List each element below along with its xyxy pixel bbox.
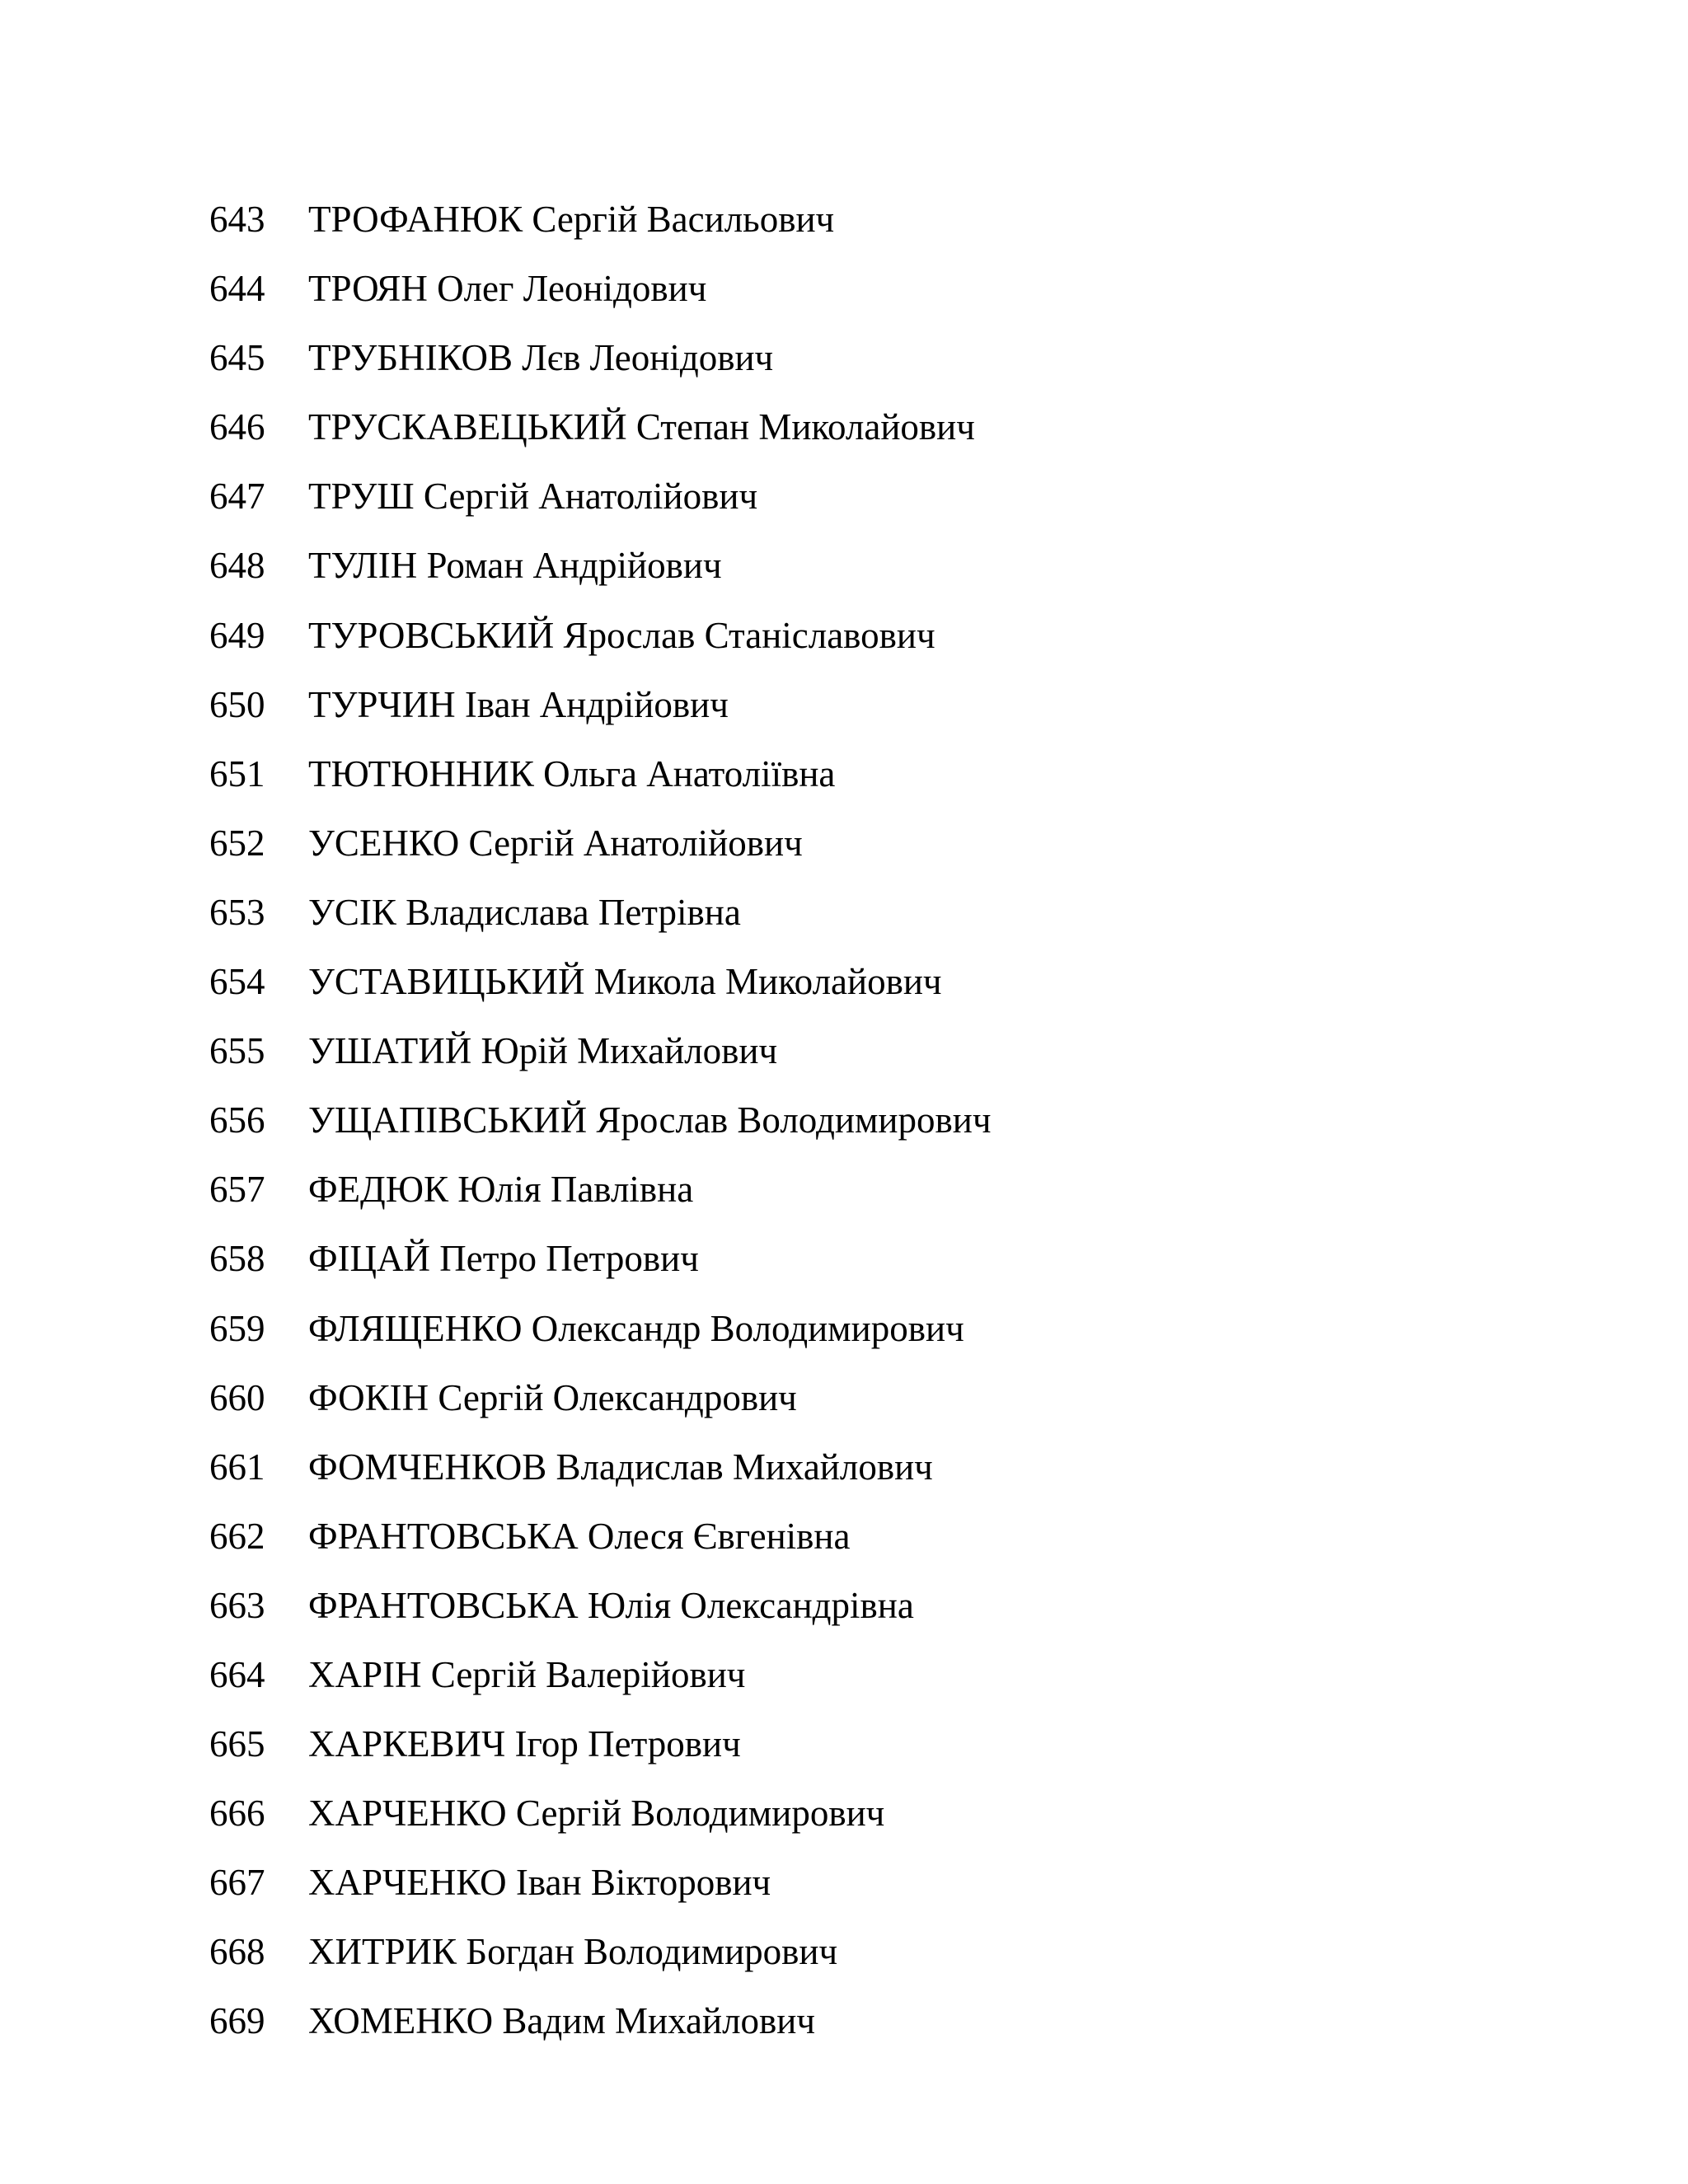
- entry-name: ФЕДЮК Юлія Павлівна: [308, 1169, 694, 1211]
- list-item: [209, 1371, 991, 1441]
- entry-number: 663: [209, 1584, 265, 1626]
- list-item: [209, 331, 991, 401]
- entry-name: ХАРЧЕНКО Іван Вікторович: [308, 1862, 771, 1904]
- entry-number: 644: [209, 268, 265, 310]
- entry-name: ФІЦАЙ Петро Петрович: [308, 1238, 699, 1280]
- list-item: [209, 955, 991, 1024]
- entry-name: ТУЛІН Роман Андрійович: [308, 545, 722, 587]
- entry-number: 658: [209, 1238, 265, 1280]
- list-item: [209, 1024, 991, 1094]
- name-list: [209, 193, 991, 2064]
- entry-number: 661: [209, 1446, 265, 1488]
- entry-name: ХИТРИК Богдан Володимирович: [308, 1931, 838, 1973]
- list-item: [209, 262, 991, 331]
- list-item: [209, 1232, 991, 1301]
- list-item: [209, 401, 991, 470]
- entry-name: ХАРЧЕНКО Сергій Володимирович: [308, 1793, 885, 1835]
- list-item: [209, 678, 991, 748]
- entry-number: 651: [209, 752, 265, 794]
- entry-number: 649: [209, 614, 265, 656]
- list-item: [209, 193, 991, 262]
- list-item: [209, 539, 991, 608]
- list-item: [209, 1925, 991, 1994]
- entry-name: ФРАНТОВСЬКА Олеся Євгенівна: [308, 1515, 851, 1557]
- list-item: [209, 817, 991, 886]
- entry-name: ФОМЧЕНКОВ Владислав Михайлович: [308, 1446, 933, 1488]
- entry-name: ТРОФАНЮК Сергій Васильович: [308, 199, 835, 240]
- entry-name: ТРУСКАВЕЦЬКИЙ Степан Миколайович: [308, 406, 975, 448]
- list-item: [209, 1994, 991, 2064]
- list-item: [209, 470, 991, 539]
- entry-number: 653: [209, 891, 265, 933]
- list-item: [209, 1510, 991, 1579]
- entry-name: ХАРІН Сергій Валерійович: [308, 1653, 746, 1695]
- entry-number: 669: [209, 2000, 265, 2042]
- entry-number: 652: [209, 822, 265, 864]
- list-item: [209, 748, 991, 817]
- entry-name: ХОМЕНКО Вадим Михайлович: [308, 2000, 816, 2042]
- entry-number: 654: [209, 961, 265, 1003]
- entry-number: 666: [209, 1793, 265, 1835]
- entry-number: 664: [209, 1653, 265, 1695]
- list-item: [209, 1856, 991, 1925]
- entry-name: ТРУШ Сергій Анатолійович: [308, 476, 758, 518]
- entry-number: 650: [209, 683, 265, 725]
- entry-number: 660: [209, 1376, 265, 1418]
- entry-name: ТРУБНІКОВ Лєв Леонідович: [308, 337, 774, 379]
- entry-number: 659: [209, 1307, 265, 1349]
- entry-name: ХАРКЕВИЧ Ігор Петрович: [308, 1723, 741, 1765]
- entry-number: 655: [209, 1030, 265, 1072]
- entry-name: ФОКІН Сергій Олександрович: [308, 1376, 797, 1418]
- list-item: [209, 1579, 991, 1648]
- entry-name: ТУРОВСЬКИЙ Ярослав Станіславович: [308, 614, 935, 656]
- list-item: [209, 1163, 991, 1232]
- list-item: [209, 1302, 991, 1371]
- list-item: [209, 886, 991, 955]
- entry-number: 667: [209, 1862, 265, 1904]
- entry-number: 665: [209, 1723, 265, 1765]
- entry-number: 657: [209, 1169, 265, 1211]
- entry-number: 643: [209, 199, 265, 240]
- entry-name: УШАТИЙ Юрій Михайлович: [308, 1030, 778, 1072]
- entry-name: УСЕНКО Сергій Анатолійович: [308, 822, 803, 864]
- entry-name: ТЮТЮННИК Ольга Анатоліївна: [308, 752, 836, 794]
- entry-name: УСТАВИЦЬКИЙ Микола Миколайович: [308, 961, 942, 1003]
- list-item: [209, 1441, 991, 1510]
- entry-number: 668: [209, 1931, 265, 1973]
- entry-name: ТУРЧИН Іван Андрійович: [308, 683, 729, 725]
- list-item: [209, 609, 991, 678]
- entry-number: 656: [209, 1099, 265, 1141]
- entry-name: ФЛЯЩЕНКО Олександр Володимирович: [308, 1307, 964, 1349]
- entry-number: 662: [209, 1515, 265, 1557]
- entry-number: 647: [209, 476, 265, 518]
- entry-name: УЩАПІВСЬКИЙ Ярослав Володимирович: [308, 1099, 992, 1141]
- entry-number: 646: [209, 406, 265, 448]
- list-item: [209, 1094, 991, 1163]
- entry-name: УСІК Владислава Петрівна: [308, 891, 741, 933]
- list-item: [209, 1648, 991, 1718]
- list-item: [209, 1787, 991, 1856]
- entry-name: ФРАНТОВСЬКА Юлія Олександрівна: [308, 1584, 914, 1626]
- entry-number: 645: [209, 337, 265, 379]
- list-item: [209, 1718, 991, 1787]
- entry-number: 648: [209, 545, 265, 587]
- entry-name: ТРОЯН Олег Леонідович: [308, 268, 707, 310]
